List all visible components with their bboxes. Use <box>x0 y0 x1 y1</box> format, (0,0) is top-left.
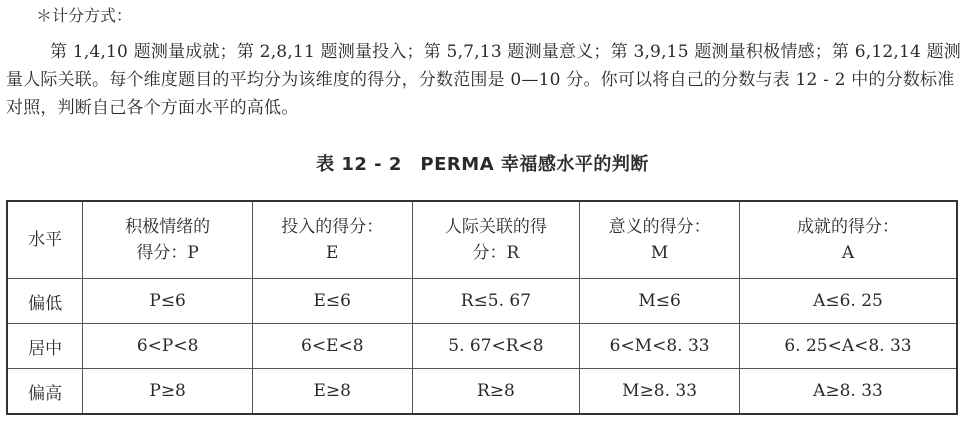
perma-level-table <box>6 200 958 415</box>
header-positive-emotion <box>83 201 253 279</box>
scoring-paragraph <box>6 38 961 122</box>
row-high-r: R≥8 <box>412 369 580 415</box>
header-level: 水平 <box>7 201 83 279</box>
scoring-paragraph-text: 第 1,4,10 题测量成就；第 2,8,11 题测量投入；第 5,7,13 题测量意义；第 3,9,15 题测量积极情感；第 6,12,14 题测量人际关联。每个维度题目的平均分为该维度的得分，分数范围是 0—10 分。你可以将自己的分数与表 12 - 2 中的分数标准对照，判断自己各个方面水平的高低。 <box>6 42 962 118</box>
row-high-a: A≥8. 33 <box>739 369 957 415</box>
table-caption: 表 12 - 2 PERMA 幸福感水平的判断 <box>316 154 649 175</box>
row-mid-e: 6<E<8 <box>252 324 412 369</box>
header-p-line1: 积极情绪的 <box>125 217 211 237</box>
header-e-line2: E <box>326 243 339 263</box>
row-high-m: M≥8. 33 <box>580 369 740 415</box>
row-high-level: 偏高 <box>7 369 83 415</box>
header-r-line1: 人际关联的得 <box>444 217 547 237</box>
header-accomplishment <box>739 201 957 279</box>
header-relationships <box>412 201 580 279</box>
row-mid-r: 5. 67<R<8 <box>412 324 580 369</box>
row-low-p: P≤6 <box>83 279 253 324</box>
header-meaning <box>580 201 740 279</box>
table-row-high <box>7 369 957 415</box>
row-low-e: E≤6 <box>252 279 412 324</box>
row-low-level: 偏低 <box>7 279 83 324</box>
header-a-line2: A <box>841 243 855 263</box>
header-r-line2: 分：R <box>472 243 520 263</box>
header-a-line1: 成就的得分： <box>796 217 899 237</box>
row-mid-m: 6<M<8. 33 <box>580 324 740 369</box>
table-row-low <box>7 279 957 324</box>
header-p-line2: 得分：P <box>136 243 199 263</box>
table-row-mid <box>7 324 957 369</box>
row-high-e: E≥8 <box>252 369 412 415</box>
header-e-line1: 投入的得分： <box>281 217 384 237</box>
row-mid-a: 6. 25<A<8. 33 <box>739 324 957 369</box>
table-header-row <box>7 201 957 279</box>
header-m-line1: 意义的得分： <box>608 217 711 237</box>
header-engagement <box>252 201 412 279</box>
row-mid-level: 居中 <box>7 324 83 369</box>
header-m-line2: M <box>650 243 669 263</box>
row-mid-p: 6<P<8 <box>83 324 253 369</box>
row-low-a: A≤6. 25 <box>739 279 957 324</box>
row-low-r: R≤5. 67 <box>412 279 580 324</box>
row-high-p: P≥8 <box>83 369 253 415</box>
scoring-method-note: ＊计分方式： <box>36 6 133 25</box>
row-low-m: M≤6 <box>580 279 740 324</box>
